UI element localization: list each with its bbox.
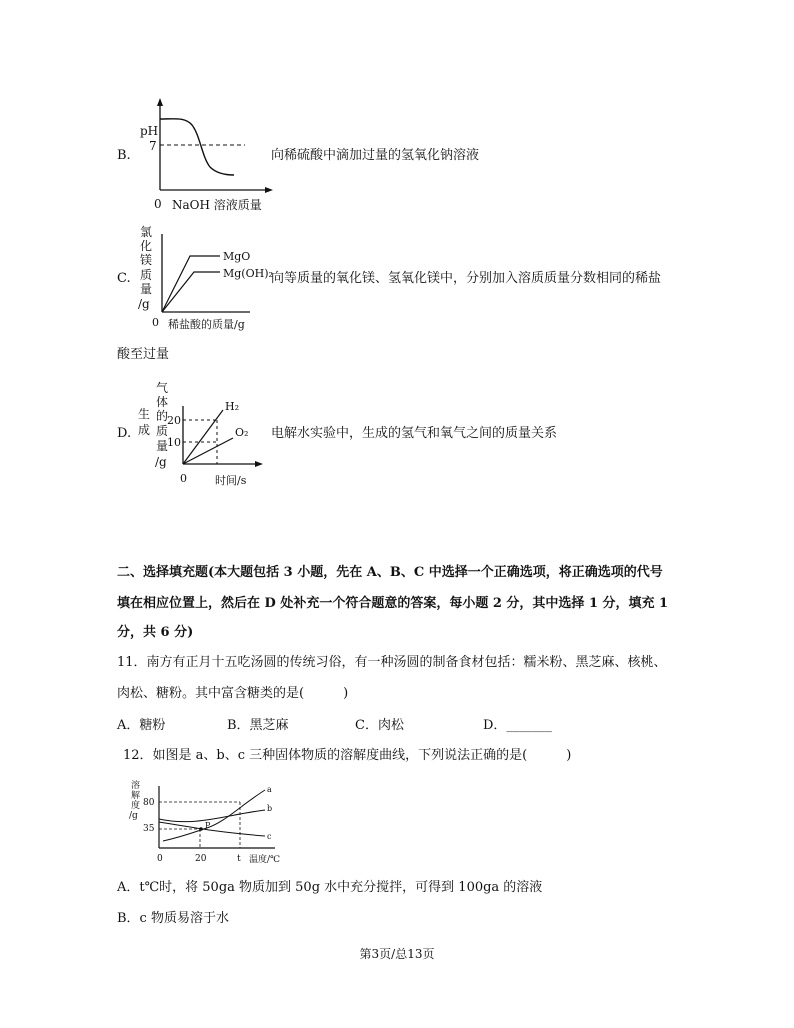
q11-option-b: B．黑芝麻 (227, 718, 289, 733)
ph-origin: 0 (154, 197, 162, 211)
mg-origin: 0 (152, 316, 159, 329)
ph-y-label: pH (140, 124, 159, 138)
q11-option-d: D．_______ (483, 718, 552, 733)
q12-option-b: B．c 物质易溶于水 (117, 911, 229, 926)
ph-x-label: NaOH 溶液质量 (172, 198, 262, 212)
svg-text:的: 的 (156, 409, 169, 423)
point-p-label: P (205, 821, 211, 830)
page-footer: 第3页/总13页 (359, 947, 435, 961)
point-p (199, 827, 203, 831)
solubility-y-label (129, 779, 140, 821)
section-2-line-1: 二、选择填充题(本大题包括 3 小题，先在 A、B、C 中选择一个正确选项，将正确选项的代号 (117, 565, 663, 580)
svg-text:成: 成 (138, 423, 151, 437)
magnesium-graph (132, 222, 282, 334)
svg-text:量: 量 (140, 282, 153, 296)
mgoh2-label: Mg(OH)₂ (223, 267, 273, 280)
solubility-origin: 0 (157, 854, 163, 864)
svg-text:解: 解 (131, 791, 141, 801)
solubility-x-label: 温度/℃ (249, 855, 281, 865)
o2-label: O₂ (235, 426, 249, 439)
mgo-line (162, 256, 220, 312)
curve-b (159, 810, 265, 822)
svg-text:/g: /g (129, 811, 138, 821)
svg-text:化: 化 (140, 239, 153, 253)
option-b-desc: 向稀硫酸中滴加过量的氢氧化钠溶液 (271, 148, 480, 163)
svg-text:镁: 镁 (140, 253, 153, 267)
option-c-desc: 向等质量的氧化镁、氢氧化镁中，分别加入溶质质量分数相同的稀盐 (271, 271, 662, 286)
section-2-line-3: 分，共 6 分) (117, 625, 194, 640)
section-2-line-2: 填在相应位置上，然后在 D 处补充一个符合题意的答案，每小题 2 分，其中选择 1 分，填充 1 (117, 596, 669, 611)
mg-x-label: 稀盐酸的质量/g (168, 318, 245, 331)
curve-a-label: a (267, 785, 272, 794)
electrolysis-origin: 0 (180, 472, 187, 485)
svg-text:/g: /g (138, 297, 150, 311)
solubility-graph (125, 778, 300, 868)
svg-text:体: 体 (156, 395, 169, 409)
svg-text:量: 量 (156, 439, 169, 453)
svg-text:度: 度 (131, 801, 141, 811)
svg-text:/g: /g (155, 455, 167, 469)
tick-x-t: t (237, 854, 241, 864)
curve-c-label: c (267, 832, 272, 841)
option-c-desc-cont: 酸至过量 (117, 347, 170, 362)
tick-x-20: 20 (195, 854, 207, 864)
tick-20: 20 (167, 414, 181, 427)
q12-option-a: A．t℃时，将 50ga 物质加到 50g 水中充分搅拌，可得到 100ga 的溶液 (117, 880, 543, 895)
mgo-label: MgO (223, 250, 251, 263)
mgoh2-line (162, 272, 220, 312)
q11-line-1: 11．南方有正月十五吃汤圆的传统习俗，有一种汤圆的制备食材包括：糯米粉、黑芝麻、核桃、 (117, 655, 667, 670)
ph-y-arrow (157, 98, 163, 106)
h2-label: H₂ (225, 400, 240, 413)
electrolysis-x-label: 时间/s (215, 474, 247, 487)
electrolysis-graph (135, 378, 275, 488)
svg-text:质: 质 (156, 424, 169, 438)
ph-curve (160, 119, 234, 175)
curve-a (163, 790, 265, 841)
curve-b-label: b (267, 804, 273, 813)
ph-graph (130, 95, 280, 215)
svg-text:溶: 溶 (131, 781, 141, 791)
tick-80: 80 (143, 798, 155, 808)
q11-option-c: C．肉松 (355, 718, 404, 733)
svg-text:质: 质 (140, 268, 153, 282)
option-d-letter: D. (117, 426, 132, 441)
q11-option-a: A．糖粉 (117, 718, 166, 733)
svg-text:生: 生 (138, 407, 151, 421)
mg-y-label (138, 225, 152, 311)
svg-text:气: 气 (156, 381, 169, 395)
ph-x-arrow (265, 187, 273, 193)
svg-text:氯: 氯 (140, 225, 153, 239)
q11-line-2: 肉松、糖粉。其中富含糖类的是( ) (117, 686, 349, 701)
q12-stem: 12．如图是 a、b、c 三种固体物质的溶解度曲线，下列说法正确的是( ) (123, 748, 572, 763)
option-c-letter: C. (117, 271, 131, 286)
tick-35: 35 (143, 824, 155, 834)
option-d-desc: 电解水实验中，生成的氢气和氧气之间的质量关系 (271, 426, 558, 441)
h2-line (183, 410, 223, 464)
option-b-letter: B. (117, 148, 131, 163)
tick-10: 10 (167, 436, 181, 449)
ph-7-tick: 7 (149, 139, 157, 153)
